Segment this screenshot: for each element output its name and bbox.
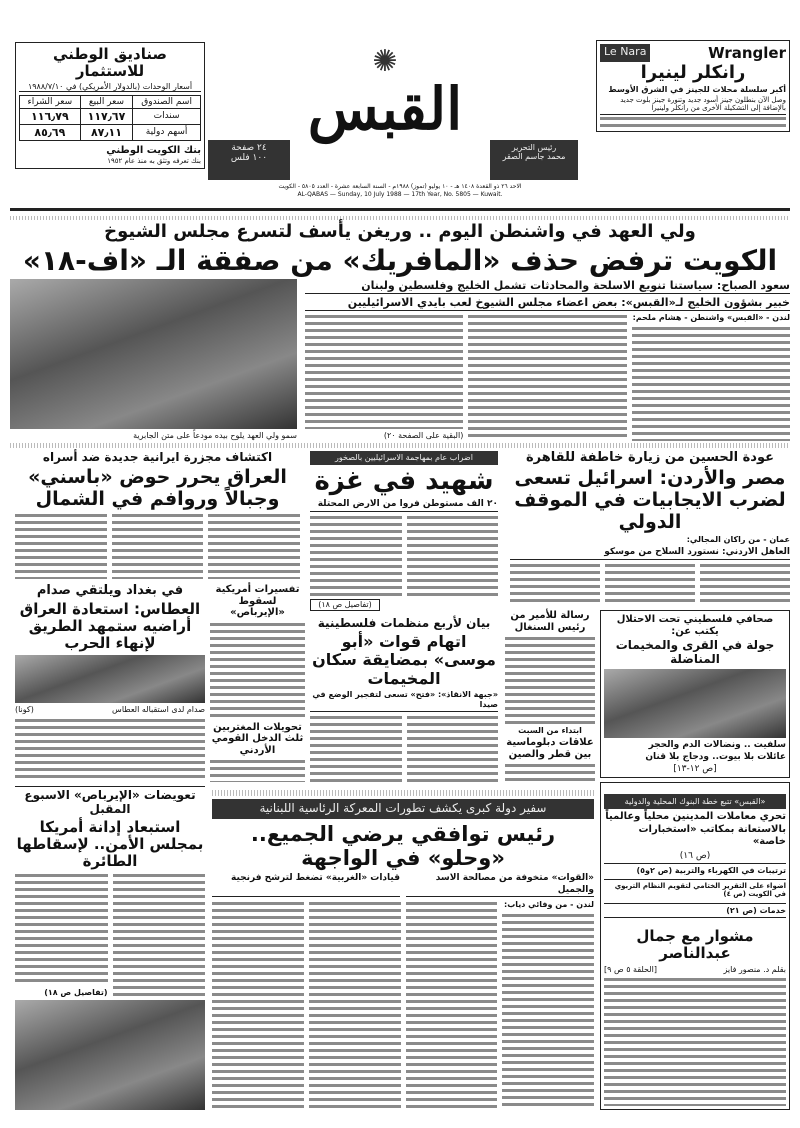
attas-kicker: في بغداد ويلتقي صدام	[36, 583, 184, 598]
photo-caption: سمو ولي العهد يلوح بيده مودعاً على متن الجابرية	[133, 431, 297, 440]
page-count: ٢٤ صفحة	[231, 143, 267, 153]
palestine-kicker: بيان لأربع منظمات فلسطينية	[317, 616, 491, 630]
table-row	[20, 124, 201, 140]
lebanon-sub-1: «القوات» متخوفة من مصالحة الاسد والجميل	[406, 873, 594, 897]
letter-body	[505, 635, 595, 724]
journalist-headline: جولة في القرى والمخيمات المناضلة	[615, 638, 775, 666]
gaza-details: (تفاصيل ص ١٨)	[310, 599, 380, 611]
attas-body	[15, 717, 205, 782]
egypt-kicker: عودة الحسين من زيارة خاطفة للقاهرة	[525, 450, 775, 465]
saddam-attas-photo	[15, 655, 205, 703]
brand-lenara: Le Nara	[600, 44, 650, 62]
cell: أسهم دولية	[133, 124, 201, 140]
egypt-body	[700, 562, 790, 605]
photo-caption: صدام لدى استقباله العطاس	[112, 704, 205, 714]
lead-body	[305, 313, 463, 429]
newspaper-logo: القبس	[307, 75, 463, 143]
attas-headline: العطاس: استعادة العراق أراضيه ستمهد الطريق لإنهاء الحرب	[19, 599, 201, 653]
egypt-headline: مصر والأردن: اسرائيل تسعى لضرب الايجابيات في الموقف الدولي	[514, 466, 786, 533]
english-dateline: AL-QABAS — Sunday, 10 July 1988 — 17th Year, No. 5805 — Kuwait.	[297, 190, 503, 198]
series-author: بقلم د. منصور فايز	[723, 964, 786, 974]
egypt-body	[510, 562, 600, 605]
compensation-kicker: تعويضات «الإيرباص» الاسبوع المقبل	[24, 788, 196, 816]
divider	[10, 443, 790, 448]
iraq-body	[208, 512, 300, 579]
palestine-body	[310, 714, 402, 782]
cell: سندات	[133, 108, 201, 124]
gaza-body	[407, 514, 499, 597]
series-episode: [الحلقة ٥ ص ٩]	[604, 964, 657, 974]
index-box	[600, 782, 790, 1110]
lebanon-body	[212, 900, 304, 1110]
qatar-china-body	[505, 762, 595, 782]
feature-bullet: عائلات بلا بيوت.. ودجاج بلا قنان	[645, 752, 786, 762]
compensation-body	[113, 872, 206, 998]
fund-title: صناديق الوطني للاستثمار	[53, 45, 167, 81]
col-header: سعر الشراء	[20, 95, 81, 108]
gaza-sub: ٢٠ الف مستوطن فروا من الارض المحتلة	[310, 499, 498, 512]
qatar-china-heading: علاقات دبلوماسية بين قطر والصين	[506, 737, 594, 760]
bank-tagline: بنك تعرفه وتثق به منذ عام ١٩٥٢	[107, 156, 201, 165]
feature-pages: [ص ١٢-١٣]	[673, 764, 717, 774]
lebanon-body	[502, 912, 594, 1110]
fund-table	[19, 95, 201, 141]
divider	[15, 786, 205, 787]
lebanon-kicker: سفير دولة كبرى يكشف تطورات المعركة الرئاسية اللبنانية	[212, 799, 594, 819]
lead-dateline: لندن - «القبس» واشنطن - هشام ملحم:	[632, 313, 790, 323]
aircraft-photo	[15, 1000, 205, 1110]
compensation-details: (تفاصيل ص ١٨)	[44, 988, 108, 997]
index-banner: «القبس» تتبع خطة البنوك المحلية والدولية	[604, 794, 786, 809]
editor-label: رئيس التحرير	[511, 143, 557, 152]
lead-kicker: ولي العهد في واشنطن اليوم .. وريغن يأسف لتسرع مجلس الشيوخ	[104, 221, 696, 242]
divider	[10, 208, 790, 211]
cell: ٨٧٫١١	[80, 124, 132, 140]
emblem-icon: ✺	[372, 44, 398, 79]
egypt-body	[605, 562, 695, 605]
lebanon-body	[309, 900, 401, 1110]
lead-body	[468, 313, 626, 441]
letter-heading: رسالة للأمير من رئيس السنغال	[510, 610, 590, 633]
divider	[10, 216, 790, 220]
airbus-heading: تفسيرات أمريكية لسقوط «الإيرباص»	[215, 584, 300, 618]
feature-bullet: سلفيت .. ونضالات الدم والحجر	[648, 740, 786, 750]
lebanon-dateline: لندن - من وفائي دياب:	[504, 900, 594, 910]
gaza-headline: شهيد في غزة	[314, 466, 494, 496]
series-title: مشوار مع جمال عبدالناصر	[636, 927, 754, 963]
lebanon-body	[406, 900, 498, 1110]
arabic-dateline: الاحد ٢٦ ذو القعدة ١٤٠٨ هـ - ١٠ يوليو (تموز) ١٩٨٨م - السنة السابعة عشرة - العدد ٥٨٠٥ - الكويت	[278, 183, 522, 190]
editor-box	[490, 140, 578, 180]
lead-sub-1: سعود الصباح: سياستنا تنويع الاسلحة والمحادثات تشمل الخليج وفلسطين ولبنان	[305, 279, 790, 294]
cell: ١١٧٫٦٧	[80, 108, 132, 124]
remittances-body	[210, 758, 305, 782]
iraq-body	[15, 512, 107, 579]
ad-line: وصل الآن بنطلون جينز أسود جديد وتنورة جينز بلوت جديد بالإضافة إلى التشكيلة الأخرى من رانكلر ولينيرا	[620, 95, 786, 113]
index-headline: تحري معاملات المدينين محلياً وعالمياً بالاستعانة بمكاتب «استخبارات خاصة»	[605, 811, 786, 847]
index-item[interactable]: اضواء على التقرير الختامي لتقويم النظام التربوي في الكويت (ص ٤)	[604, 879, 786, 902]
egypt-dateline: عمان - من راكان المجالي:	[686, 535, 790, 545]
cell: ١١٦٫٧٩	[20, 108, 81, 124]
photo-credit: (كونا)	[15, 704, 34, 714]
ad-branches	[600, 114, 786, 128]
ad-line: أكبر سلسلة محلات للجينز في الشرق الأوسط	[608, 84, 786, 94]
fund-subtitle: أسعار الوحدات (بالدولار الأمريكي) في ١٩٨٨/٧/١٠	[19, 82, 201, 92]
fund-prices-box	[15, 42, 205, 169]
price: ١٠٠ فلس	[230, 153, 268, 163]
index-item[interactable]: خدمات (ص ٢١)	[604, 903, 786, 918]
editor-name: محمد جاسم الصقر	[502, 152, 566, 161]
gaza-body	[310, 514, 402, 597]
lebanon-sub-2: قيادات «الغربية» تضغط لترشح فرنجية	[212, 873, 400, 897]
ad-box	[596, 40, 790, 132]
lead-headline: الكويت ترفض حذف «المافريك» من صفقة الـ «اف-١٨»	[22, 243, 778, 277]
iraq-body	[112, 512, 204, 579]
col-header: اسم الصندوق	[133, 95, 201, 108]
bus-photo	[604, 669, 786, 738]
compensation-body	[15, 872, 108, 986]
palestine-sub: «جبهة الانقاذ»: «فتح» تسعى لتفجير الوضع في صيدا	[310, 690, 498, 712]
lead-body	[632, 325, 790, 441]
palestine-body	[407, 714, 499, 782]
airplane-photo	[10, 279, 297, 429]
palestine-headline: اتهام قوات «أبو موسى» بمضايقة سكان المخيمات	[312, 631, 496, 688]
egypt-sub: العاهل الاردني: نستورد السلاح من موسكو	[510, 547, 790, 560]
journalist-kicker: صحافي فلسطيني تحت الاحتلال يكتب عن:	[616, 614, 774, 637]
price-box	[208, 140, 290, 180]
index-item[interactable]: ترتيبات في الكهرباء والتربية (ص ٢و٥)	[604, 863, 786, 877]
journalist-feature-box	[600, 610, 790, 778]
compensation-headline: استبعاد إدانة أمريكا بمجلس الأمن.. لإسقاطها الطائرة	[16, 817, 204, 871]
letter-kicker: ابتداء من السبت	[518, 725, 582, 735]
gaza-kicker: اضراب عام بمهاجمة الاسرائيليين بالصخور	[310, 451, 498, 465]
iraq-kicker: اكتشاف مجزرة ايرانية جديدة ضد أسراه	[42, 450, 273, 464]
divider	[212, 790, 594, 796]
table-row	[20, 108, 201, 124]
ad-arabic-brands: رانكلر لينيرا	[640, 62, 746, 83]
continued-note: (البقية على الصفحة ٢٠)	[383, 431, 464, 440]
lead-sub-2: خبير بشؤون الخليج لـ«القبس»: بعض اعضاء مجلس الشيوخ لعب بايدي الاسرائيليين	[305, 296, 790, 311]
bank-name: بنك الكويت الوطني	[106, 144, 201, 156]
lebanon-headline: رئيس توافقي يرضي الجميع.. «وحلو» في الواجهة	[250, 821, 556, 870]
airbus-body	[210, 621, 305, 720]
remittances-heading: تحويلات المغتربين ثلث الدخل القومي الأردني	[211, 721, 304, 756]
cell: ٨٥٫٦٩	[20, 124, 81, 140]
iraq-headline: العراق يحرر حوض «باسني» وجبالاً وروافم في الشمال	[28, 465, 287, 510]
brand-wrangler: Wrangler	[708, 44, 786, 62]
index-page: (ص ١٦)	[679, 850, 711, 861]
col-header: سعر البيع	[80, 95, 132, 108]
series-body	[604, 976, 786, 1107]
